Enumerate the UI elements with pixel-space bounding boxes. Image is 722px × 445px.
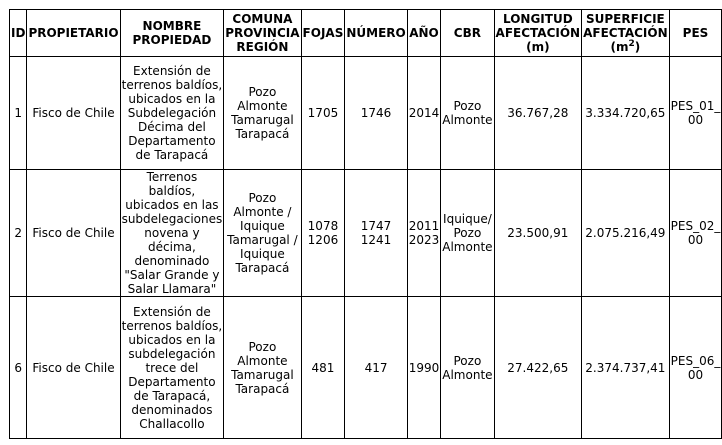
cell-id: 1 xyxy=(10,57,27,170)
header-longitud-afectacion: LONGITUD AFECTACIÓN (m) xyxy=(494,10,582,57)
cell-anio: 2011 2023 xyxy=(407,170,441,297)
header-cbr: CBR xyxy=(441,10,494,57)
cell-numero: 1746 xyxy=(345,57,407,170)
cell-fojas: 1705 xyxy=(301,57,345,170)
cell-anio: 1990 xyxy=(407,297,441,439)
cell-numero: 417 xyxy=(345,297,407,439)
header-propietario: PROPIETARIO xyxy=(27,10,120,57)
table-body xyxy=(10,57,722,439)
cell-cbr: Pozo Almonte xyxy=(441,297,494,439)
cell-pes: PES_06_ 00 xyxy=(669,297,722,439)
cell-pes: PES_01_ 00 xyxy=(669,57,722,170)
cell-longitud: 27.422,65 xyxy=(494,297,582,439)
header-pes: PES xyxy=(669,10,722,57)
cell-cbr: Pozo Almonte xyxy=(441,57,494,170)
cell-superficie: 2.075.216,49 xyxy=(582,170,670,297)
cell-comuna: Pozo Almonte Tamarugal Tarapacá xyxy=(224,297,301,439)
cell-comuna: Pozo Almonte Tamarugal Tarapacá xyxy=(224,57,301,170)
cell-fojas: 481 xyxy=(301,297,345,439)
header-id: ID xyxy=(10,10,27,57)
cell-propietario: Fisco de Chile xyxy=(27,57,120,170)
header-anio: AÑO xyxy=(407,10,441,57)
table-row xyxy=(10,170,722,297)
cell-superficie: 3.334.720,65 xyxy=(582,57,670,170)
table-row xyxy=(10,297,722,439)
cell-longitud: 36.767,28 xyxy=(494,57,582,170)
cell-id: 2 xyxy=(10,170,27,297)
table-row xyxy=(10,57,722,170)
header-fojas: FOJAS xyxy=(301,10,345,57)
header-row xyxy=(10,10,722,57)
cell-fojas: 1078 1206 xyxy=(301,170,345,297)
cell-id: 6 xyxy=(10,297,27,439)
header-comuna-provincia-region: COMUNA PROVINCIA REGIÓN xyxy=(224,10,301,57)
cell-nombre-propiedad: Extensión de terrenos baldíos, ubicados en la subdelegación trece del Departamento de Tarapacá, denominados Challacollo xyxy=(120,297,224,439)
cell-superficie: 2.374.737,41 xyxy=(582,297,670,439)
table-header xyxy=(10,10,722,57)
header-numero: NÚMERO xyxy=(345,10,407,57)
cell-cbr: Iquique/ Pozo Almonte xyxy=(441,170,494,297)
property-registry-table xyxy=(9,9,722,439)
cell-nombre-propiedad: Terrenos baldíos, ubicados en las subdelegaciones novena y décima, denominado "Salar Grande y Salar Llamara" xyxy=(121,170,223,296)
cell-anio: 2014 xyxy=(407,57,441,170)
cell-comuna: Pozo Almonte / Iquique Tamarugal / Iquique Tarapacá xyxy=(224,170,301,297)
cell-longitud: 23.500,91 xyxy=(494,170,582,297)
cell-propietario: Fisco de Chile xyxy=(27,297,120,439)
cell-nombre-propiedad: Extensión de terrenos baldíos, ubicados en la Subdelegación Décima del Departamento de Tarapacá xyxy=(120,57,224,170)
header-nombre-propiedad: NOMBRE PROPIEDAD xyxy=(120,10,224,57)
cell-pes: PES_02_ 00 xyxy=(669,170,722,297)
cell-numero: 1747 1241 xyxy=(345,170,407,297)
cell-propietario: Fisco de Chile xyxy=(27,170,120,297)
header-superficie-afectacion: SUPERFICIE AFECTACIÓN $(m^2)$ xyxy=(582,10,670,57)
